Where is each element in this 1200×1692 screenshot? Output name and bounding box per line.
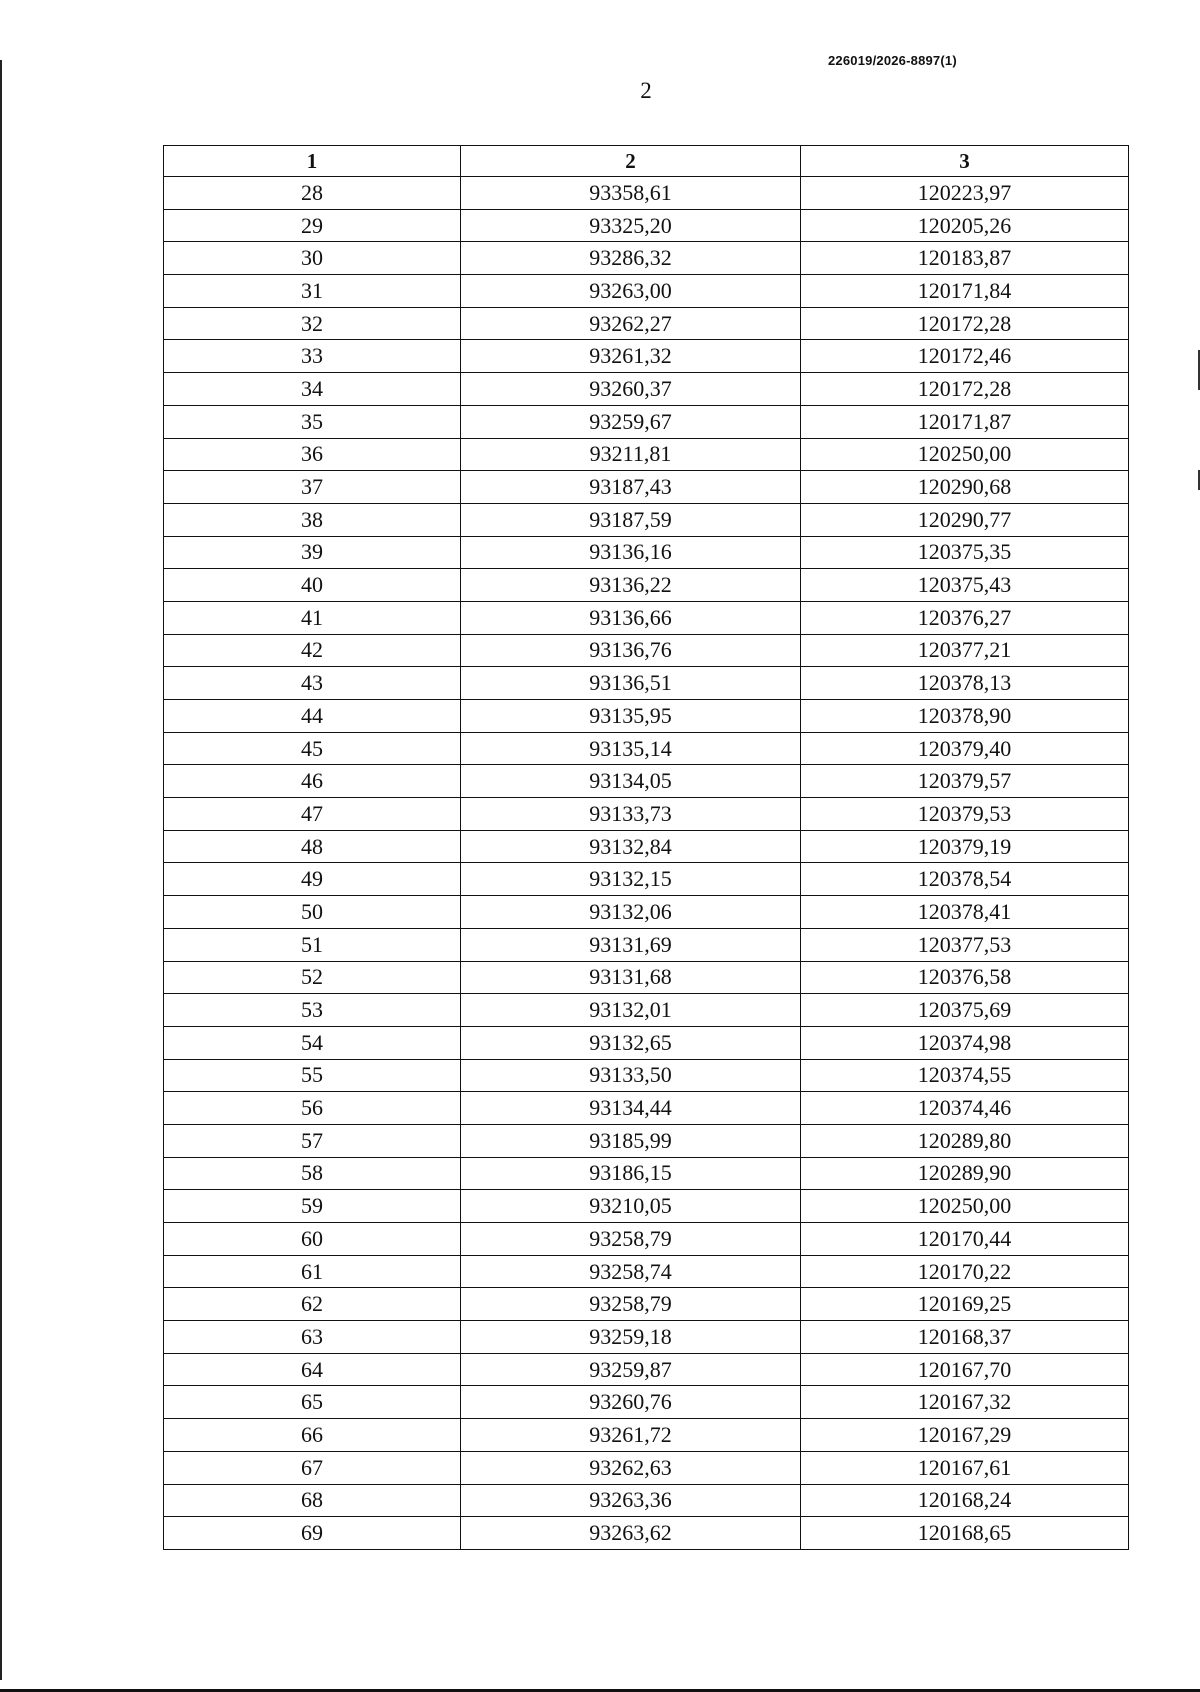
coordinate-y-cell: 120223,97 <box>801 177 1129 210</box>
coordinate-y-cell: 120167,32 <box>801 1386 1129 1419</box>
coordinate-x-cell: 93131,69 <box>461 928 801 961</box>
coordinate-y-cell: 120170,44 <box>801 1223 1129 1256</box>
coordinate-x-cell: 93286,32 <box>461 242 801 275</box>
coordinate-y-cell: 120289,80 <box>801 1124 1129 1157</box>
table-row <box>164 242 1129 275</box>
point-number-cell: 42 <box>164 634 461 667</box>
table-row <box>164 1255 1129 1288</box>
point-number-cell: 29 <box>164 209 461 242</box>
coordinate-x-cell: 93260,76 <box>461 1386 801 1419</box>
table-row <box>164 961 1129 994</box>
point-number-cell: 33 <box>164 340 461 373</box>
coordinate-x-cell: 93259,18 <box>461 1321 801 1354</box>
coordinate-y-cell: 120378,41 <box>801 896 1129 929</box>
coordinate-y-cell: 120290,77 <box>801 503 1129 536</box>
coordinate-y-cell: 120167,61 <box>801 1451 1129 1484</box>
table-row <box>164 798 1129 831</box>
coordinates-table <box>163 145 1129 1550</box>
coordinate-y-cell: 120376,58 <box>801 961 1129 994</box>
point-number-cell: 44 <box>164 700 461 733</box>
point-number-cell: 31 <box>164 275 461 308</box>
coordinate-x-cell: 93136,22 <box>461 569 801 602</box>
coordinate-y-cell: 120377,53 <box>801 928 1129 961</box>
point-number-cell: 64 <box>164 1353 461 1386</box>
coordinate-x-cell: 93132,65 <box>461 1026 801 1059</box>
coordinate-y-cell: 120168,65 <box>801 1517 1129 1550</box>
coordinate-y-cell: 120379,19 <box>801 830 1129 863</box>
coordinate-y-cell: 120378,90 <box>801 700 1129 733</box>
coordinate-y-cell: 120170,22 <box>801 1255 1129 1288</box>
coordinate-y-cell: 120171,87 <box>801 405 1129 438</box>
coordinate-y-cell: 120171,84 <box>801 275 1129 308</box>
table-row <box>164 830 1129 863</box>
coordinate-x-cell: 93136,16 <box>461 536 801 569</box>
table-row <box>164 471 1129 504</box>
table-header-row <box>164 146 1129 177</box>
coordinate-y-cell: 120183,87 <box>801 242 1129 275</box>
coordinate-x-cell: 93131,68 <box>461 961 801 994</box>
point-number-cell: 48 <box>164 830 461 863</box>
coordinate-x-cell: 93358,61 <box>461 177 801 210</box>
coordinate-y-cell: 120205,26 <box>801 209 1129 242</box>
coordinate-y-cell: 120378,13 <box>801 667 1129 700</box>
point-number-cell: 39 <box>164 536 461 569</box>
table-row <box>164 1157 1129 1190</box>
point-number-cell: 55 <box>164 1059 461 1092</box>
point-number-cell: 68 <box>164 1484 461 1517</box>
column-header: 3 <box>801 146 1129 177</box>
coordinate-y-cell: 120379,40 <box>801 732 1129 765</box>
coordinate-x-cell: 93258,79 <box>461 1288 801 1321</box>
page-number: 2 <box>640 78 652 103</box>
coordinate-y-cell: 120374,98 <box>801 1026 1129 1059</box>
coordinate-y-cell: 120379,57 <box>801 765 1129 798</box>
point-number-cell: 52 <box>164 961 461 994</box>
table-row <box>164 503 1129 536</box>
point-number-cell: 67 <box>164 1451 461 1484</box>
point-number-cell: 58 <box>164 1157 461 1190</box>
table-row <box>164 634 1129 667</box>
table-row <box>164 536 1129 569</box>
point-number-cell: 36 <box>164 438 461 471</box>
table-row <box>164 896 1129 929</box>
coordinate-x-cell: 93132,15 <box>461 863 801 896</box>
point-number-cell: 59 <box>164 1190 461 1223</box>
table-row <box>164 1124 1129 1157</box>
point-number-cell: 37 <box>164 471 461 504</box>
coordinate-x-cell: 93185,99 <box>461 1124 801 1157</box>
coordinate-y-cell: 120377,21 <box>801 634 1129 667</box>
table-row <box>164 1353 1129 1386</box>
coordinate-x-cell: 93261,72 <box>461 1419 801 1452</box>
coordinate-y-cell: 120250,00 <box>801 1190 1129 1223</box>
page-left-edge <box>0 60 2 1680</box>
table-row <box>164 275 1129 308</box>
coordinate-x-cell: 93186,15 <box>461 1157 801 1190</box>
table-row <box>164 1321 1129 1354</box>
coordinate-x-cell: 93211,81 <box>461 438 801 471</box>
coordinate-y-cell: 120169,25 <box>801 1288 1129 1321</box>
coordinate-y-cell: 120167,29 <box>801 1419 1129 1452</box>
point-number-cell: 41 <box>164 601 461 634</box>
point-number-cell: 30 <box>164 242 461 275</box>
coordinate-x-cell: 93259,67 <box>461 405 801 438</box>
coordinate-x-cell: 93135,95 <box>461 700 801 733</box>
coordinate-x-cell: 93263,00 <box>461 275 801 308</box>
table-row <box>164 405 1129 438</box>
coordinate-x-cell: 93210,05 <box>461 1190 801 1223</box>
table-row <box>164 1190 1129 1223</box>
coordinate-y-cell: 120375,35 <box>801 536 1129 569</box>
point-number-cell: 51 <box>164 928 461 961</box>
table-row <box>164 1451 1129 1484</box>
point-number-cell: 45 <box>164 732 461 765</box>
table-row <box>164 1223 1129 1256</box>
point-number-cell: 62 <box>164 1288 461 1321</box>
coordinate-y-cell: 120375,43 <box>801 569 1129 602</box>
table-row <box>164 732 1129 765</box>
coordinate-y-cell: 120167,70 <box>801 1353 1129 1386</box>
coordinate-x-cell: 93133,73 <box>461 798 801 831</box>
table-row <box>164 569 1129 602</box>
coordinate-y-cell: 120375,69 <box>801 994 1129 1027</box>
point-number-cell: 61 <box>164 1255 461 1288</box>
coordinate-y-cell: 120378,54 <box>801 863 1129 896</box>
coordinate-x-cell: 93325,20 <box>461 209 801 242</box>
table-row <box>164 340 1129 373</box>
table-row <box>164 765 1129 798</box>
point-number-cell: 40 <box>164 569 461 602</box>
point-number-cell: 35 <box>164 405 461 438</box>
point-number-cell: 46 <box>164 765 461 798</box>
table-row <box>164 438 1129 471</box>
coordinate-x-cell: 93263,36 <box>461 1484 801 1517</box>
coordinate-x-cell: 93260,37 <box>461 373 801 406</box>
point-number-cell: 57 <box>164 1124 461 1157</box>
coordinate-x-cell: 93133,50 <box>461 1059 801 1092</box>
coordinate-y-cell: 120168,37 <box>801 1321 1129 1354</box>
point-number-cell: 56 <box>164 1092 461 1125</box>
table-row <box>164 177 1129 210</box>
table-row <box>164 209 1129 242</box>
coordinate-x-cell: 93259,87 <box>461 1353 801 1386</box>
coordinate-x-cell: 93135,14 <box>461 732 801 765</box>
coordinate-x-cell: 93261,32 <box>461 340 801 373</box>
coordinate-x-cell: 93132,01 <box>461 994 801 1027</box>
coordinate-x-cell: 93132,06 <box>461 896 801 929</box>
coordinate-y-cell: 120379,53 <box>801 798 1129 831</box>
table-row <box>164 1517 1129 1550</box>
coordinate-x-cell: 93132,84 <box>461 830 801 863</box>
table-body <box>164 177 1129 1550</box>
coordinate-x-cell: 93258,74 <box>461 1255 801 1288</box>
coordinate-y-cell: 120172,28 <box>801 307 1129 340</box>
point-number-cell: 53 <box>164 994 461 1027</box>
table-row <box>164 1026 1129 1059</box>
table-row <box>164 1386 1129 1419</box>
table-row <box>164 601 1129 634</box>
coordinate-y-cell: 120374,55 <box>801 1059 1129 1092</box>
coordinate-y-cell: 120376,27 <box>801 601 1129 634</box>
point-number-cell: 66 <box>164 1419 461 1452</box>
point-number-cell: 34 <box>164 373 461 406</box>
coordinate-y-cell: 120172,28 <box>801 373 1129 406</box>
coordinate-x-cell: 93262,27 <box>461 307 801 340</box>
table-row <box>164 700 1129 733</box>
coordinate-x-cell: 93258,79 <box>461 1223 801 1256</box>
coordinate-y-cell: 120289,90 <box>801 1157 1129 1190</box>
table-row <box>164 1059 1129 1092</box>
coordinate-x-cell: 93187,43 <box>461 471 801 504</box>
coordinate-x-cell: 93136,51 <box>461 667 801 700</box>
point-number-cell: 38 <box>164 503 461 536</box>
table-row <box>164 1419 1129 1452</box>
point-number-cell: 32 <box>164 307 461 340</box>
coordinate-y-cell: 120290,68 <box>801 471 1129 504</box>
table-row <box>164 994 1129 1027</box>
coordinate-y-cell: 120168,24 <box>801 1484 1129 1517</box>
coordinate-y-cell: 120250,00 <box>801 438 1129 471</box>
table-row <box>164 1288 1129 1321</box>
coordinate-x-cell: 93187,59 <box>461 503 801 536</box>
table-row <box>164 863 1129 896</box>
point-number-cell: 60 <box>164 1223 461 1256</box>
coordinate-y-cell: 120172,46 <box>801 340 1129 373</box>
table-row <box>164 1484 1129 1517</box>
point-number-cell: 50 <box>164 896 461 929</box>
coordinate-x-cell: 93136,66 <box>461 601 801 634</box>
table-row <box>164 307 1129 340</box>
point-number-cell: 47 <box>164 798 461 831</box>
point-number-cell: 63 <box>164 1321 461 1354</box>
column-header: 1 <box>164 146 461 177</box>
table-row <box>164 373 1129 406</box>
point-number-cell: 65 <box>164 1386 461 1419</box>
coordinate-x-cell: 93134,44 <box>461 1092 801 1125</box>
coordinate-x-cell: 93134,05 <box>461 765 801 798</box>
document-number: 226019/2026-8897(1) <box>828 53 957 68</box>
coordinate-x-cell: 93263,62 <box>461 1517 801 1550</box>
point-number-cell: 69 <box>164 1517 461 1550</box>
coordinate-y-cell: 120374,46 <box>801 1092 1129 1125</box>
point-number-cell: 49 <box>164 863 461 896</box>
point-number-cell: 28 <box>164 177 461 210</box>
coordinate-x-cell: 93136,76 <box>461 634 801 667</box>
point-number-cell: 54 <box>164 1026 461 1059</box>
column-header: 2 <box>461 146 801 177</box>
table-row <box>164 667 1129 700</box>
table-row <box>164 928 1129 961</box>
table-row <box>164 1092 1129 1125</box>
coordinate-x-cell: 93262,63 <box>461 1451 801 1484</box>
point-number-cell: 43 <box>164 667 461 700</box>
